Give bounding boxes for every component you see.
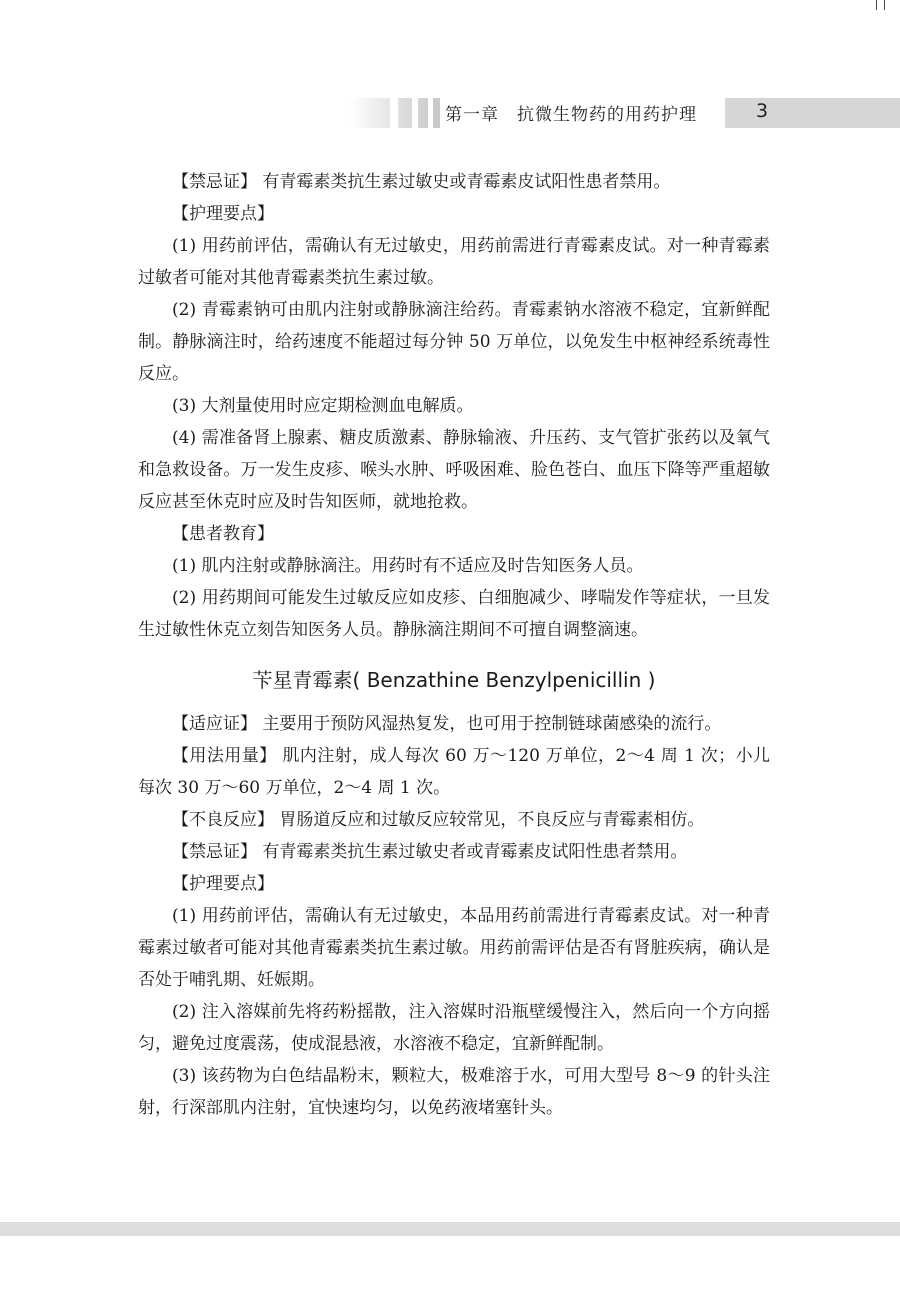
nursing-item: (4) 需准备肾上腺素、糖皮质激素、静脉输液、升压药、支气管扩张药以及氧气和急救设备。万一发生皮疹、喉头水肿、呼吸困难、脸色苍白、血压下降等严重超敏反应甚至休克时应及时告知医师，就地抢救。 [138, 428, 770, 512]
crop-mark [876, 0, 877, 10]
page-number-box [725, 98, 900, 128]
adverse-text: 胃肠道反应和过敏反应较常见，不良反应与青霉素相仿。 [279, 810, 705, 830]
indication-text: 主要用于预防风湿热复发，也可用于控制链球菌感染的流行。 [262, 714, 722, 734]
dosage-heading: 【用法用量】 [172, 746, 277, 766]
adverse-heading: 【不良反应】 [172, 810, 274, 830]
nursing-item: (2) 注入溶媒前先将药粉摇散，注入溶媒时沿瓶壁缓慢注入，然后向一个方向摇匀，避免过度震荡，使成混悬液，水溶液不稳定，宜新鲜配制。 [138, 1002, 770, 1054]
contraindication-heading: 【禁忌证】 [172, 842, 257, 862]
education-item: (1) 肌内注射或静脉滴注。用药时有不适应及时告知医务人员。 [172, 556, 644, 576]
footer-band [0, 1222, 900, 1236]
contraindication-paragraph [138, 166, 770, 198]
drug-title: 苄星青霉素( Benzathine Benzylpenicillin ) [252, 668, 656, 692]
nursing-item: (3) 该药物为白色结晶粉末，颗粒大，极难溶于水，可用大型号 8～9 的针头注射，行深部肌内注射，宜快速均匀，以免药液堵塞针头。 [138, 1066, 770, 1118]
chapter-title: 第一章 抗微生物药的用药护理 [445, 105, 697, 125]
contraindication-text: 有青霉素类抗生素过敏史者或青霉素皮试阳性患者禁用。 [262, 842, 688, 862]
page-body [138, 166, 770, 1124]
indication-paragraph [138, 708, 770, 740]
nursing-item: (1) 用药前评估，需确认有无过敏史，用药前需进行青霉素皮试。对一种青霉素过敏者可能对其他青霉素类抗生素过敏。 [138, 236, 770, 288]
nursing-heading: 【护理要点】 [172, 874, 274, 894]
dosage-text: 肌内注射，成人每次 60 万～120 万单位，2～4 周 1 次；小儿每次 30 万～60 万单位，2～4 周 1 次。 [138, 746, 771, 798]
nursing-item: (1) 用药前评估，需确认有无过敏史，本品用药前需进行青霉素皮试。对一种青霉素过敏者可能对其他青霉素类抗生素过敏。用药前需评估是否有肾脏疾病，确认是否处于哺乳期、妊娠期。 [138, 906, 770, 990]
indication-heading: 【适应证】 [172, 714, 257, 734]
nursing-heading: 【护理要点】 [172, 204, 274, 224]
page-number: 3 [756, 100, 769, 122]
contraindication-heading: 【禁忌证】 [172, 172, 257, 192]
contraindication-text: 有青霉素类抗生素过敏史或青霉素皮试阳性患者禁用。 [262, 172, 671, 192]
adverse-paragraph [138, 804, 770, 836]
education-item: (2) 用药期间可能发生过敏反应如皮疹、白细胞减少、哮喘发作等症状，一旦发生过敏性休克立刻告知医务人员。静脉滴注期间不可擅自调整滴速。 [138, 588, 770, 640]
running-header [350, 98, 900, 128]
nursing-item: (2) 青霉素钠可由肌内注射或静脉滴注给药。青霉素钠水溶液不稳定，宜新鲜配制。静脉滴注时，给药速度不能超过每分钟 50 万单位，以免发生中枢神经系统毒性反应。 [138, 300, 770, 384]
crop-mark [884, 0, 885, 10]
education-heading: 【患者教育】 [172, 524, 274, 544]
nursing-item: (3) 大剂量使用时应定期检测血电解质。 [172, 396, 474, 416]
contraindication-paragraph [138, 836, 770, 868]
dosage-paragraph [138, 740, 770, 804]
